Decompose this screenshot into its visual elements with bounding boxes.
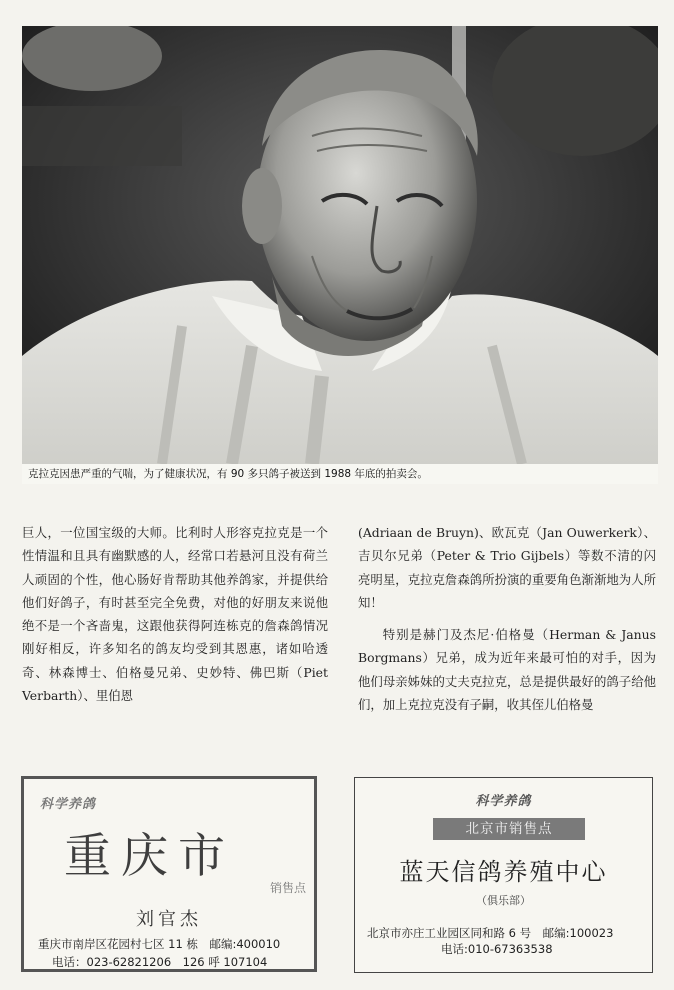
article-paragraph: (Adriaan de Bruyn)、欧瓦克（Jan Ouwerkerk）、吉贝尔兄弟（Peter & Trio Gijbels）等数不清的闪亮明星，克拉克詹森鸽所扮演的重要角色渐渐地为人所知！ bbox=[358, 525, 656, 610]
portrait-image bbox=[22, 26, 658, 464]
article-paragraph: 特别是赫门及杰尼·伯格曼（Herman & Janus Borgmans）兄弟，成为近年来最可怕的对手，因为他们母亲姊妹的丈夫克拉克，总是提供最好的鸽子给他们，加上克拉克没有子嗣，收其侄儿伯格曼 bbox=[358, 627, 656, 713]
ad-address: 重庆市南岸区花园村七区 11 栋 邮编:400010 bbox=[38, 937, 281, 951]
article-column-left bbox=[22, 521, 328, 707]
ad-banner: 北京市销售点 bbox=[433, 818, 585, 840]
article-column-right bbox=[358, 521, 656, 716]
ad-contact-person: 刘官杰 bbox=[136, 909, 202, 930]
beijing-sales-ad bbox=[354, 777, 653, 973]
article-paragraph: 巨人，一位国宝级的大师。比利时人形容克拉克是一个性情温和且具有幽默感的人，经常口若悬河且没有荷兰人顽固的个性，他心肠好肯帮助其他养鸽家，并提供给他们好鸽子，有时甚至完全免费，对他的好朋友来说他绝不是一个吝啬鬼，这跟他获得阿连栋克的詹森鸽情况刚好相反，许多知名的鸽友均受到其恩惠，诸如哈透奇、林森博士、伯格曼兄弟、史妙特、佛巴斯（Piet Verbarth）、里伯恩 bbox=[22, 525, 328, 704]
ad-city-name: 重庆市 bbox=[64, 829, 235, 884]
brand-logo-text: 科学养鸽 bbox=[475, 794, 532, 809]
ad-club-label: （俱乐部） bbox=[476, 894, 531, 907]
ad-phone: 电话:010-67363538 bbox=[441, 942, 553, 956]
ad-center-name: 蓝天信鸽养殖中心 bbox=[399, 858, 608, 886]
portrait-photo bbox=[22, 26, 658, 464]
photo-caption: 克拉克因患严重的气喘，为了健康状况，有 90 多只鸽子被送到 1988 年底的拍卖会。 bbox=[22, 464, 658, 484]
ad-phone: 电话：023-62821206 126 呼 107104 bbox=[52, 955, 268, 969]
ad-point-label: 销售点 bbox=[270, 881, 307, 895]
chongqing-sales-ad bbox=[21, 776, 317, 972]
ad-address: 北京市亦庄工业园区同和路 6 号 邮编:100023 bbox=[367, 926, 614, 940]
brand-logo-text: 科学养鸽 bbox=[40, 797, 97, 812]
